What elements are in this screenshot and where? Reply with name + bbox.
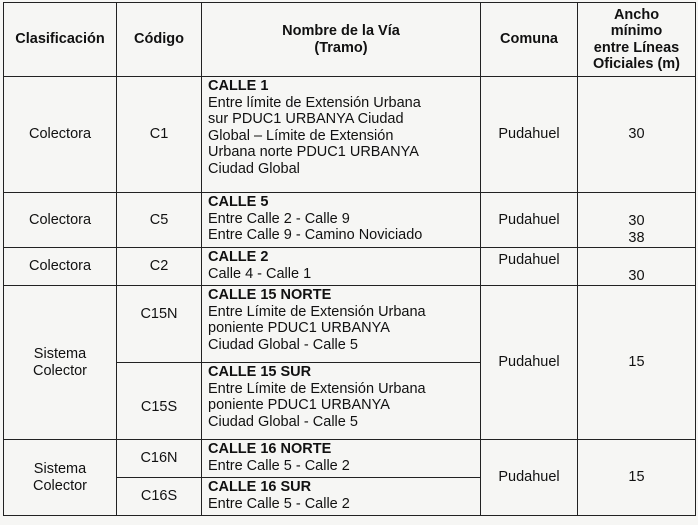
cell-codigo: C16S xyxy=(117,478,202,516)
via-line: Urbana norte PDUC1 URBANYA xyxy=(208,144,419,160)
header-comuna: Comuna xyxy=(481,3,578,77)
header-clasificacion: Clasificación xyxy=(4,3,117,77)
cell-codigo: C2 xyxy=(117,248,202,286)
via-line: Entre Calle 5 - Calle 2 xyxy=(208,457,350,474)
via-title: CALLE 5 xyxy=(208,194,269,210)
cell-via xyxy=(202,363,481,440)
cell-ancho: 30 xyxy=(578,77,696,193)
via-line: poniente PDUC1 URBANYA xyxy=(208,320,390,336)
via-line: Entre Calle 9 - Camino Noviciado xyxy=(208,227,423,243)
header-ancho-line4: Oficiales (m) xyxy=(592,56,681,72)
via-line: Calle 4 - Calle 1 xyxy=(208,265,312,282)
cell-via xyxy=(202,77,481,193)
cell-ancho: 30 xyxy=(578,248,696,286)
via-line: Ciudad Global - Calle 5 xyxy=(208,336,358,353)
via-title: CALLE 15 SUR xyxy=(208,364,312,380)
cell-comuna: Pudahuel xyxy=(481,440,578,516)
cell-ancho: 15 xyxy=(578,440,696,516)
cell-comuna: Pudahuel xyxy=(481,286,578,440)
cell-codigo: C15S xyxy=(117,363,202,440)
cell-codigo: C1 xyxy=(117,77,202,193)
via-title: CALLE 15 NORTE xyxy=(208,287,332,303)
cell-via xyxy=(202,286,481,363)
via-line: Ciudad Global - Calle 5 xyxy=(208,413,358,430)
table-row xyxy=(4,248,696,286)
header-nombre xyxy=(202,3,481,77)
cell-clasificacion xyxy=(4,286,117,440)
via-line: poniente PDUC1 URBANYA xyxy=(208,397,390,413)
via-line: Global – Límite de Extensión xyxy=(208,127,394,144)
cell-ancho: 15 xyxy=(578,286,696,440)
table-row xyxy=(4,77,696,193)
cell-ancho xyxy=(578,193,696,248)
header-ancho-line2: mínimo xyxy=(610,23,663,39)
via-title: CALLE 16 NORTE xyxy=(208,441,332,457)
cell-via xyxy=(202,478,481,516)
header-nombre-line2: (Tramo) xyxy=(314,39,368,56)
via-title: CALLE 1 xyxy=(208,78,269,94)
cell-clasificacion: Colectora xyxy=(4,193,117,248)
ancho-value: 30 xyxy=(628,213,645,229)
via-line: Entre Límite de Extensión Urbana xyxy=(208,380,426,397)
via-line: Ciudad Global xyxy=(208,160,300,177)
cell-codigo: C16N xyxy=(117,440,202,478)
cell-via xyxy=(202,248,481,286)
cell-clasificacion: Colectora xyxy=(4,248,117,286)
cell-codigo: C5 xyxy=(117,193,202,248)
header-nombre-line1: Nombre de la Vía xyxy=(282,23,400,39)
header-codigo: Código xyxy=(117,3,202,77)
header-ancho-line3: entre Líneas xyxy=(593,39,680,56)
cell-comuna: Pudahuel xyxy=(481,193,578,248)
cell-comuna: Pudahuel xyxy=(481,77,578,193)
via-line: Entre Calle 2 - Calle 9 xyxy=(208,210,350,227)
table-row xyxy=(4,286,696,363)
vias-table xyxy=(3,2,696,516)
table-row xyxy=(4,440,696,478)
cell-clasificacion: Colectora xyxy=(4,77,117,193)
via-line: Entre Límite de Extensión Urbana xyxy=(208,303,426,320)
header-ancho xyxy=(578,3,696,77)
ancho-value: 38 xyxy=(628,229,645,246)
cell-clasificacion xyxy=(4,440,117,516)
clasificacion-text: Sistema Colector xyxy=(33,461,87,494)
cell-codigo: C15N xyxy=(117,286,202,363)
cell-comuna: Pudahuel xyxy=(481,248,578,286)
cell-via xyxy=(202,440,481,478)
via-title: CALLE 2 xyxy=(208,249,269,265)
cell-via xyxy=(202,193,481,248)
via-line: Entre límite de Extensión Urbana xyxy=(208,94,421,111)
via-title: CALLE 16 SUR xyxy=(208,479,312,495)
table-row xyxy=(4,193,696,248)
via-line: Entre Calle 5 - Calle 2 xyxy=(208,495,350,512)
header-row xyxy=(4,3,696,77)
clasificacion-text: Sistema Colector xyxy=(33,346,87,379)
via-line: sur PDUC1 URBANYA Ciudad xyxy=(208,111,404,127)
header-ancho-line1: Ancho xyxy=(613,6,660,23)
